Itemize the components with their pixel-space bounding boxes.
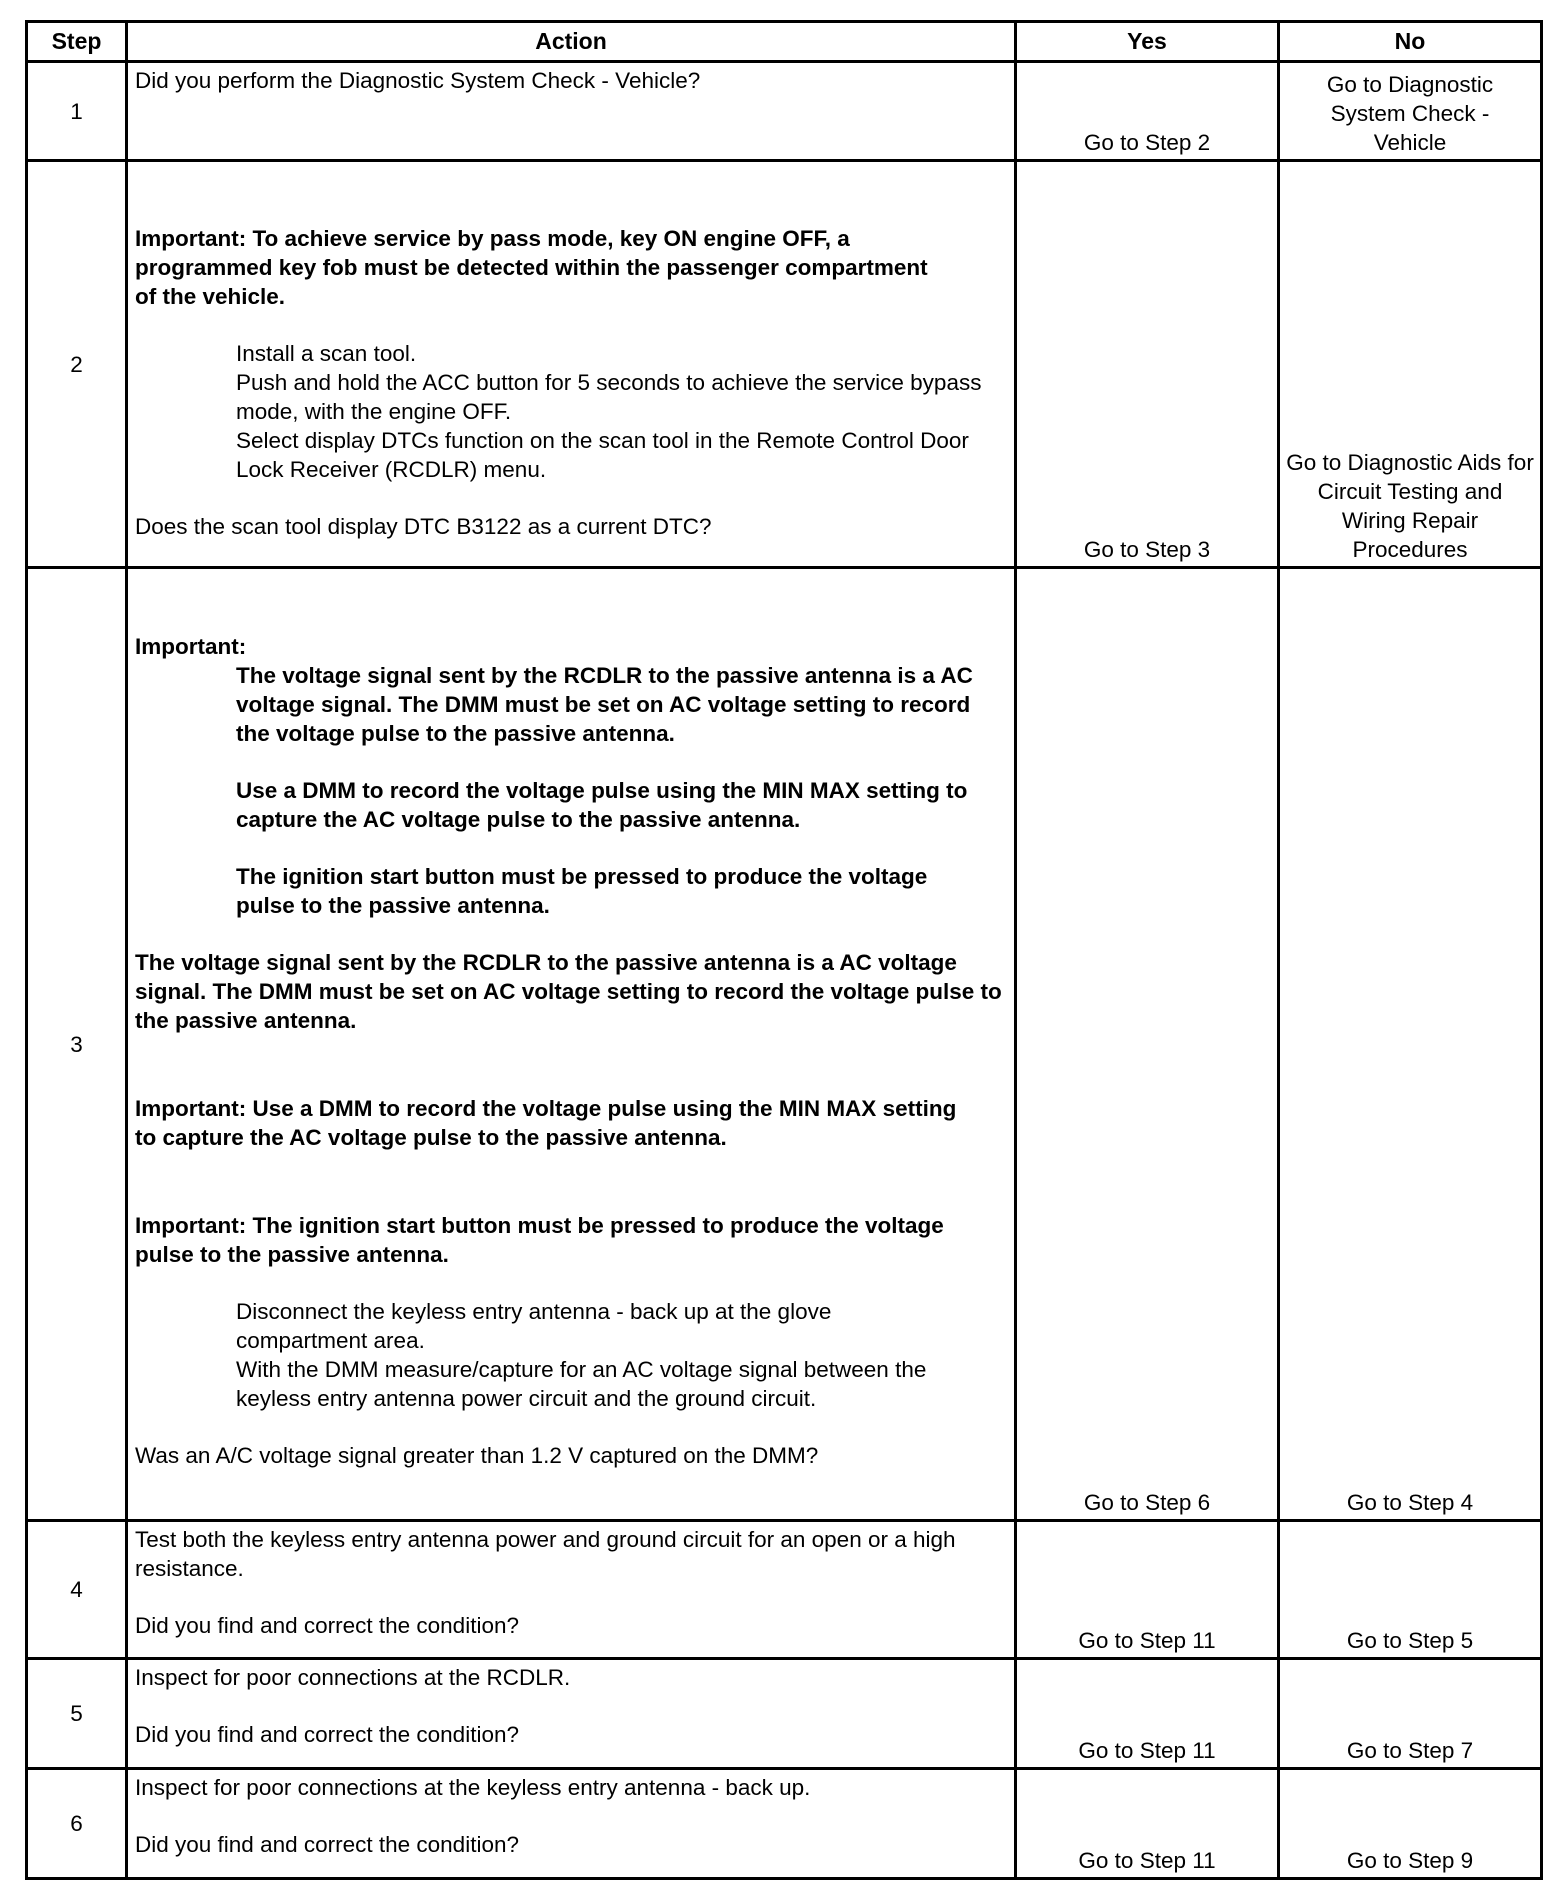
step-number: 2 — [27, 161, 127, 568]
yes-result: Go to Step 11 — [1016, 1521, 1279, 1659]
header-no: No — [1279, 22, 1542, 62]
header-yes: Yes — [1016, 22, 1279, 62]
no-result: Go to Step 7 — [1279, 1659, 1542, 1769]
action-question: Did you find and correct the condition? — [135, 1832, 519, 1857]
header-action: Action — [127, 22, 1016, 62]
yes-result: Go to Step 3 — [1016, 161, 1279, 568]
action-cell — [127, 1521, 1016, 1659]
step-number: 5 — [27, 1659, 127, 1769]
yes-result: Go to Step 2 — [1016, 62, 1279, 161]
action-question: Did you perform the Diagnostic System Check - Vehicle? — [135, 68, 701, 93]
no-result: Go to Diagnostic Aids for Circuit Testing and Wiring Repair Procedures — [1279, 161, 1542, 568]
no-result-text: Go to Diagnostic System Check - Vehicle — [1326, 72, 1494, 155]
important-note: Important: Use a DMM to record the voltage pulse using the MIN MAX setting to capture the AC voltage pulse to the passive antenna. — [135, 1096, 957, 1150]
important-item: The ignition start button must be pressed to produce the voltage pulse to the passive antenna. — [236, 864, 928, 918]
procedure-step: With the DMM measure/capture for an AC voltage signal between the keyless entry antenna power circuit and the ground circuit. — [236, 1357, 927, 1411]
no-result — [1279, 62, 1542, 161]
important-note: The voltage signal sent by the RCDLR to the passive antenna is a AC voltage signal. The DMM must be set on AC voltage setting to record the voltage pulse to the passive antenna. — [135, 950, 1002, 1033]
procedure-text: Test both the keyless entry antenna power and ground circuit for an open or a high resistance. — [135, 1527, 956, 1581]
table-row-step-6 — [27, 1769, 1542, 1879]
action-cell — [127, 1659, 1016, 1769]
yes-result: Go to Step 11 — [1016, 1769, 1279, 1879]
header-step: Step — [27, 22, 127, 62]
step-number: 1 — [27, 62, 127, 161]
procedure-text: Inspect for poor connections at the keyless entry antenna - back up. — [135, 1775, 811, 1800]
action-question: Did you find and correct the condition? — [135, 1722, 519, 1747]
important-note: Important: The ignition start button must be pressed to produce the voltage pulse to the passive antenna. — [135, 1213, 944, 1267]
step-number: 3 — [27, 568, 127, 1521]
diagnostic-steps-table — [25, 20, 1543, 1880]
table-row-step-3 — [27, 568, 1542, 1521]
table-header-row — [27, 22, 1542, 62]
action-question: Was an A/C voltage signal greater than 1.2 V captured on the DMM? — [135, 1443, 819, 1468]
action-cell — [127, 62, 1016, 161]
table-row-step-2 — [27, 161, 1542, 568]
procedure-step: Select display DTCs function on the scan tool in the Remote Control Door Lock Receiver (RCDLR) menu. — [236, 428, 969, 482]
action-cell — [127, 568, 1016, 1521]
action-question: Did you find and correct the condition? — [135, 1613, 519, 1638]
no-result: Go to Step 5 — [1279, 1521, 1542, 1659]
important-item: The voltage signal sent by the RCDLR to the passive antenna is a AC voltage signal. The DMM must be set on AC voltage setting to record the voltage pulse to the passive antenna. — [236, 663, 973, 746]
important-label: Important: — [135, 634, 247, 659]
procedure-step: Install a scan tool. — [236, 341, 417, 366]
procedure-step: Push and hold the ACC button for 5 seconds to achieve the service bypass mode, with the engine OFF. — [236, 370, 982, 424]
table-row-step-1 — [27, 62, 1542, 161]
step-number: 6 — [27, 1769, 127, 1879]
no-result: Go to Step 9 — [1279, 1769, 1542, 1879]
step-number: 4 — [27, 1521, 127, 1659]
action-cell — [127, 161, 1016, 568]
table-row-step-5 — [27, 1659, 1542, 1769]
action-question: Does the scan tool display DTC B3122 as a current DTC? — [135, 514, 712, 539]
diagnostic-table-sheet — [25, 20, 1540, 1880]
yes-result: Go to Step 6 — [1016, 568, 1279, 1521]
procedure-step: Disconnect the keyless entry antenna - back up at the glove compartment area. — [236, 1299, 832, 1353]
procedure-text: Inspect for poor connections at the RCDLR. — [135, 1665, 571, 1690]
no-result: Go to Step 4 — [1279, 568, 1542, 1521]
table-row-step-4 — [27, 1521, 1542, 1659]
important-note: Important: To achieve service by pass mode, key ON engine OFF, a programmed key fob must be detected within the passenger compartment of the vehicle. — [135, 226, 928, 309]
important-item: Use a DMM to record the voltage pulse using the MIN MAX setting to capture the AC voltage pulse to the passive antenna. — [236, 778, 968, 832]
action-cell — [127, 1769, 1016, 1879]
yes-result: Go to Step 11 — [1016, 1659, 1279, 1769]
